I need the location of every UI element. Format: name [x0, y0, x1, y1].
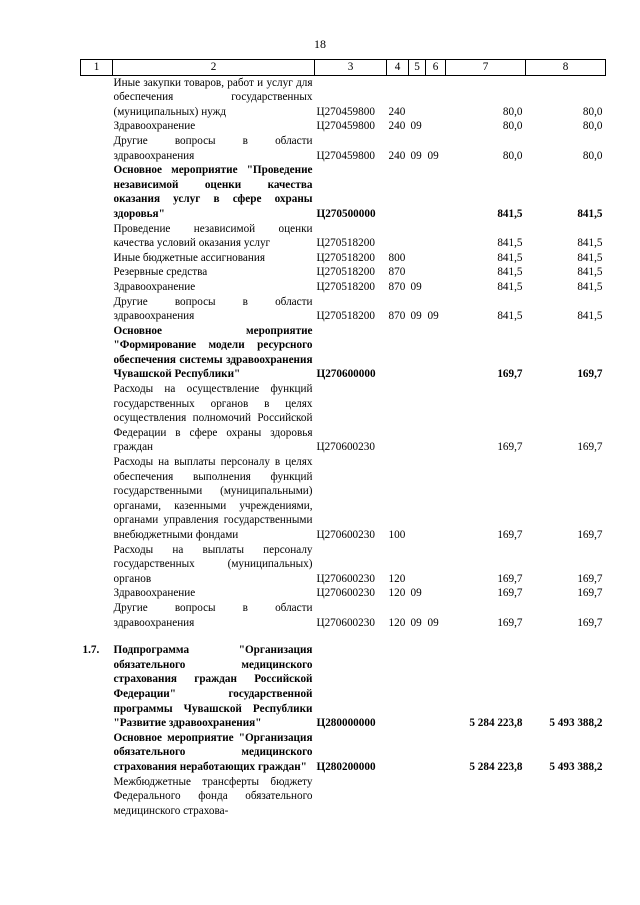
section — [409, 251, 426, 266]
amount-year-1: 80,0 — [502, 149, 523, 162]
subsection — [426, 586, 446, 601]
row-name: Резервные средства — [113, 266, 208, 279]
amount-year-2: 841,5 — [577, 207, 603, 220]
amount-year-1: 169,7 — [497, 368, 523, 381]
row-number — [81, 586, 113, 601]
section — [409, 543, 426, 587]
expense-type: 120 — [388, 587, 406, 600]
amount-year-1: 841,5 — [497, 237, 523, 250]
section — [409, 222, 426, 251]
row-name: Подпрограмма "Организация обязательного медицинского страхования граждан Российской Федерации" государственной программы Чувашской Республики "Развитие здравоохранения" — [113, 644, 313, 730]
amount-year-2: 169,7 — [577, 587, 603, 600]
table-row — [81, 163, 606, 221]
amount-year-1: 841,5 — [497, 280, 523, 293]
subsection — [426, 222, 446, 251]
target-code: Ц270518200 — [316, 280, 375, 293]
row-number — [81, 775, 113, 819]
table-row — [81, 382, 606, 455]
amount-year-2: 169,7 — [577, 368, 603, 381]
amount-year-2: 841,5 — [577, 280, 603, 293]
amount-year-2: 169,7 — [577, 441, 603, 454]
subsection — [426, 75, 446, 119]
amount-year-2: 841,5 — [577, 237, 603, 250]
row-number — [81, 455, 113, 543]
amount-year-1: 169,7 — [497, 587, 523, 600]
row-number — [81, 134, 113, 163]
page-number: 18 — [314, 37, 326, 51]
subsection — [426, 643, 446, 731]
column-header: 7 — [446, 60, 526, 76]
amount-year-2: 841,5 — [577, 266, 603, 279]
expense-type — [387, 775, 409, 819]
amount-year-2: 80,0 — [582, 120, 603, 133]
table-row — [81, 222, 606, 251]
row-name: Здравоохранение — [113, 120, 196, 133]
amount-year-2: 169,7 — [577, 616, 603, 629]
expense-type: 240 — [388, 105, 406, 118]
table-row — [81, 280, 606, 295]
table-row — [81, 265, 606, 280]
target-code: Ц270600230 — [316, 587, 375, 600]
target-code: Ц280200000 — [316, 760, 376, 773]
amount-year-1: 169,7 — [497, 529, 523, 541]
table-row — [81, 775, 606, 819]
section: 09 — [410, 149, 422, 162]
row-number — [81, 601, 113, 630]
row-number — [81, 251, 113, 266]
section — [409, 643, 426, 731]
row-name: Расходы на выплаты персоналу государственных (муниципальных) органов — [113, 543, 313, 585]
section — [409, 382, 426, 455]
row-number — [81, 543, 113, 587]
expense-type: 240 — [388, 120, 406, 133]
target-code: Ц270600000 — [316, 368, 376, 381]
row-number — [81, 324, 113, 382]
section — [409, 265, 426, 280]
target-code: Ц280000000 — [316, 717, 376, 730]
target-code: Ц270600230 — [316, 616, 375, 629]
row-number — [81, 265, 113, 280]
amount-year-1: 841,5 — [497, 266, 523, 279]
table-row — [81, 324, 606, 382]
row-name: Другие вопросы в области здравоохранения — [113, 601, 313, 629]
section: 09 — [410, 120, 422, 133]
subsection: 09 — [427, 616, 439, 629]
row-number — [81, 382, 113, 455]
row-name: Межбюджетные трансферты бюджету Федерального фонда обязательного медицинского страхова- — [113, 775, 313, 817]
column-header: 2 — [113, 60, 315, 76]
budget-table — [80, 59, 606, 818]
expense-type — [387, 643, 409, 731]
table-row — [81, 119, 606, 134]
row-name: Другие вопросы в области здравоохранения — [113, 295, 313, 323]
target-code: Ц270459800 — [316, 149, 375, 162]
expense-type — [387, 222, 409, 251]
table-row — [81, 251, 606, 266]
section — [409, 163, 426, 221]
table-row — [81, 75, 606, 119]
table-row — [81, 731, 606, 775]
section: 09 — [410, 587, 422, 600]
expense-type: 100 — [388, 529, 406, 541]
amount-year-1: 80,0 — [502, 120, 523, 133]
amount-year-2: 841,5 — [577, 310, 603, 323]
subsection — [426, 455, 446, 543]
amount-year-2 — [526, 775, 606, 819]
amount-year-2: 80,0 — [582, 105, 603, 118]
section: 09 — [410, 616, 422, 629]
target-code: Ц270600230 — [316, 441, 375, 454]
expense-type: 120 — [388, 616, 406, 629]
amount-year-1 — [446, 775, 526, 819]
target-code: Ц270518200 — [316, 310, 375, 323]
row-name: Проведение независимой оценки качества условий оказания услуг — [113, 222, 313, 250]
amount-year-2: 5 493 388,2 — [549, 717, 603, 730]
expense-type: 870 — [388, 266, 406, 279]
target-code: Ц270459800 — [316, 120, 375, 133]
column-header: 5 — [409, 60, 426, 76]
subsection — [426, 543, 446, 587]
amount-year-1: 80,0 — [502, 105, 523, 118]
spacer-row — [81, 630, 606, 643]
expense-type: 870 — [388, 310, 406, 323]
section — [409, 324, 426, 382]
expense-type — [387, 731, 409, 775]
row-number — [81, 75, 113, 119]
expense-type — [387, 324, 409, 382]
target-code: Ц270518200 — [316, 266, 375, 279]
amount-year-1: 841,5 — [497, 251, 523, 264]
amount-year-1: 841,5 — [497, 207, 523, 220]
row-name: Расходы на осуществление функций государственных органов в целях осуществления полномочий Российской Федерации в сфере охраны здоровья граждан — [113, 383, 313, 454]
target-code: Ц270459800 — [316, 105, 375, 118]
target-code: Ц270518200 — [316, 237, 375, 250]
section: 09 — [410, 310, 422, 323]
expense-type — [387, 163, 409, 221]
expense-type: 870 — [388, 280, 406, 293]
amount-year-2: 841,5 — [577, 251, 603, 264]
table-body — [81, 75, 606, 818]
expense-type — [387, 382, 409, 455]
subsection — [426, 265, 446, 280]
amount-year-1: 169,7 — [497, 441, 523, 454]
subsection: 09 — [427, 149, 439, 162]
amount-year-1: 169,7 — [497, 616, 523, 629]
target-code: Ц270600230 — [316, 529, 375, 541]
amount-year-1: 841,5 — [497, 310, 523, 323]
subsection — [426, 382, 446, 455]
subsection: 09 — [427, 310, 439, 323]
row-number — [81, 731, 113, 775]
expense-type: 120 — [388, 572, 406, 585]
row-number — [81, 222, 113, 251]
amount-year-2: 5 493 388,2 — [549, 760, 603, 773]
row-name: Иные закупки товаров, работ и услуг для обеспечения государственных (муниципальных) нужд — [113, 76, 313, 118]
table-row — [81, 295, 606, 324]
target-code: Ц270600230 — [316, 572, 375, 585]
table-row — [81, 601, 606, 630]
table-row — [81, 643, 606, 731]
target-code — [315, 775, 387, 819]
row-name: Здравоохранение — [113, 587, 196, 600]
expense-type: 800 — [388, 251, 406, 264]
subsection — [426, 775, 446, 819]
amount-year-2: 169,7 — [577, 572, 603, 585]
row-number — [81, 280, 113, 295]
amount-year-1: 5 284 223,8 — [469, 760, 523, 773]
target-code: Ц270500000 — [316, 207, 376, 220]
expense-type: 240 — [388, 149, 406, 162]
subsection — [426, 251, 446, 266]
table-row — [81, 543, 606, 587]
row-name: Расходы на выплаты персоналу в целях обеспечения выполнения функций государственными (муниципальными) органами, казенными учреждениями, органами управления государственными внебюджетными фондами — [113, 456, 313, 541]
amount-year-2: 169,7 — [577, 529, 603, 541]
column-header: 1 — [81, 60, 113, 76]
table-row — [81, 455, 606, 543]
section — [409, 775, 426, 819]
amount-year-1: 5 284 223,8 — [469, 717, 523, 730]
column-header: 8 — [526, 60, 606, 76]
row-name: Здравоохранение — [113, 280, 196, 293]
row-name: Другие вопросы в области здравоохранения — [113, 134, 313, 162]
subsection — [426, 119, 446, 134]
row-number: 1.7. — [82, 644, 100, 657]
section — [409, 731, 426, 775]
section: 09 — [410, 280, 422, 293]
row-name: Иные бюджетные ассигнования — [113, 251, 265, 264]
table-row — [81, 134, 606, 163]
row-number — [81, 119, 113, 134]
subsection — [426, 280, 446, 295]
column-header: 4 — [387, 60, 409, 76]
table-header-row — [81, 60, 606, 76]
section — [409, 455, 426, 543]
subsection — [426, 324, 446, 382]
target-code: Ц270518200 — [316, 251, 375, 264]
row-name: Основное мероприятие "Организация обязательного медицинского страхования неработающих граждан" — [113, 731, 313, 773]
row-name: Основное мероприятие "Проведение независимой оценки качества оказания услуг в сфере охраны здоровья" — [113, 164, 313, 220]
row-number — [81, 163, 113, 221]
spacer-cell — [81, 630, 606, 643]
section — [409, 75, 426, 119]
amount-year-2: 80,0 — [582, 149, 603, 162]
subsection — [426, 731, 446, 775]
row-name: Основное мероприятие "Формирование модели ресурсного обеспечения системы здравоохранения Чувашской Республики" — [113, 324, 313, 381]
column-header: 6 — [426, 60, 446, 76]
subsection — [426, 163, 446, 221]
column-header: 3 — [315, 60, 387, 76]
table-row — [81, 586, 606, 601]
row-number — [81, 295, 113, 324]
amount-year-1: 169,7 — [497, 572, 523, 585]
